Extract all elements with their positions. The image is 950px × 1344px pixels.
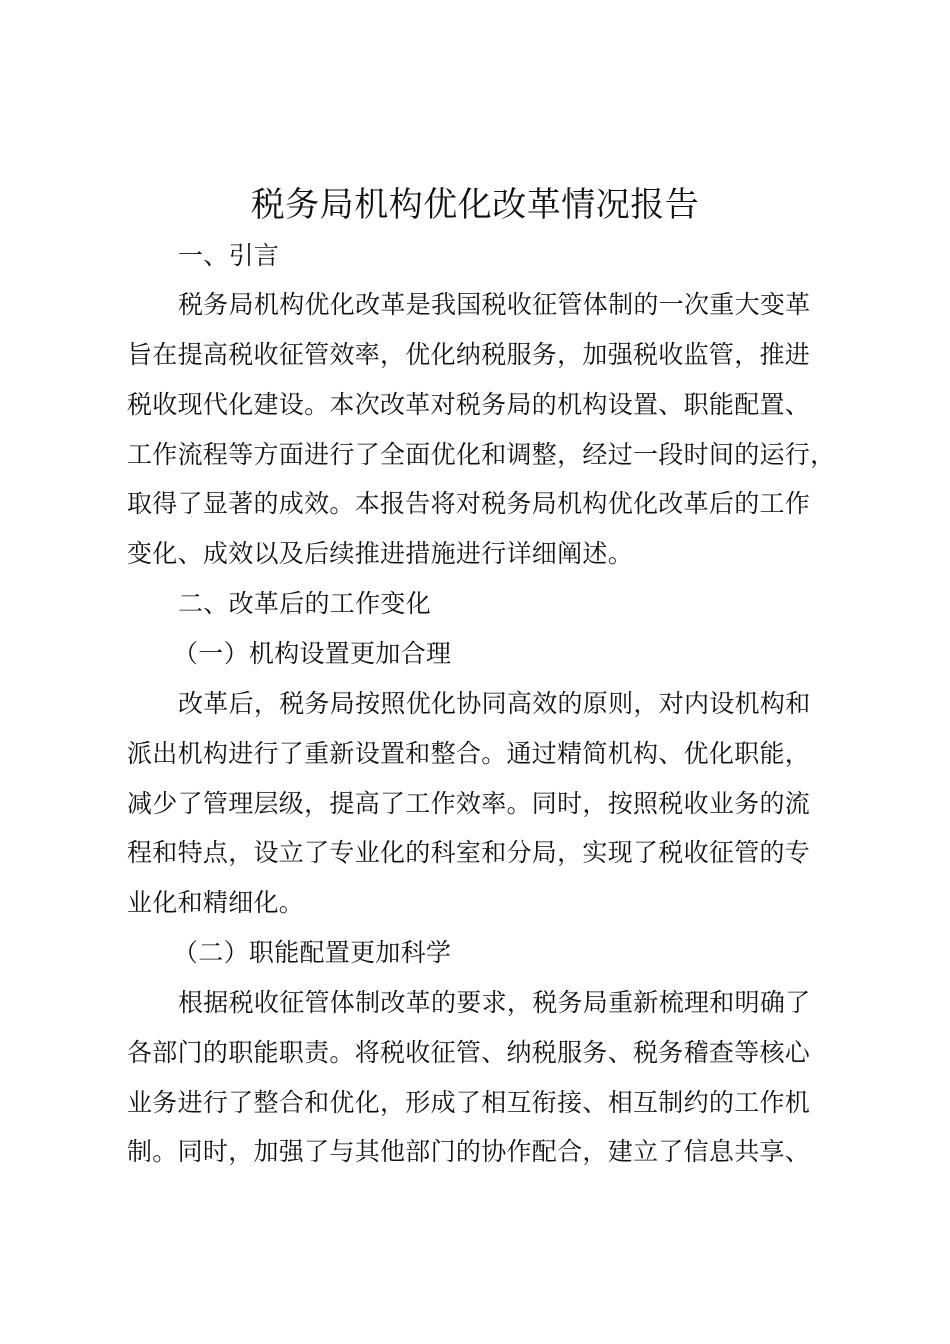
paragraph-line: 各部门的职能职责。将税收征管、纳税服务、税务稽查等核心 [127, 1038, 811, 1067]
subsection-heading-structure: （一）机构设置更加合理 [173, 639, 452, 668]
paragraph-line: 制。同时，加强了与其他部门的协作配合，建立了信息共享、 [127, 1137, 811, 1166]
document-title: 税务局机构优化改革情况报告 [250, 185, 700, 225]
paragraph-line: 税收现代化建设。本次改革对税务局的机构设置、职能配置、 [127, 390, 811, 419]
paragraph-line: 税务局机构优化改革是我国税收征管体制的一次重大变革 [178, 290, 811, 319]
section-heading-introduction: 一、引言 [178, 241, 280, 270]
paragraph-line: 业化和精细化。 [127, 888, 305, 917]
subsection-heading-functions: （二）职能配置更加科学 [173, 938, 452, 967]
paragraph-line: 工作流程等方面进行了全面优化和调整，经过一段时间的运行， [127, 440, 836, 469]
paragraph-line: 业务进行了整合和优化，形成了相互衔接、相互制约的工作机 [127, 1088, 811, 1117]
paragraph-line: 程和特点，设立了专业化的科室和分局，实现了税收征管的专 [127, 838, 811, 867]
paragraph-line: 根据税收征管体制改革的要求，税务局重新梳理和明确了 [178, 988, 811, 1017]
paragraph-line: 派出机构进行了重新设置和整合。通过精简机构、优化职能， [127, 739, 811, 768]
paragraph-line: 改革后，税务局按照优化协同高效的原则，对内设机构和 [178, 689, 811, 718]
paragraph-line: 变化、成效以及后续推进措施进行详细阐述。 [127, 539, 634, 568]
paragraph-line: 旨在提高税收征管效率，优化纳税服务，加强税收监管，推进 [127, 340, 811, 369]
section-heading-work-changes: 二、改革后的工作变化 [178, 589, 432, 618]
paragraph-line: 减少了管理层级，提高了工作效率。同时，按照税收业务的流 [127, 789, 811, 818]
paragraph-line: 取得了显著的成效。本报告将对税务局机构优化改革后的工作 [127, 489, 811, 518]
